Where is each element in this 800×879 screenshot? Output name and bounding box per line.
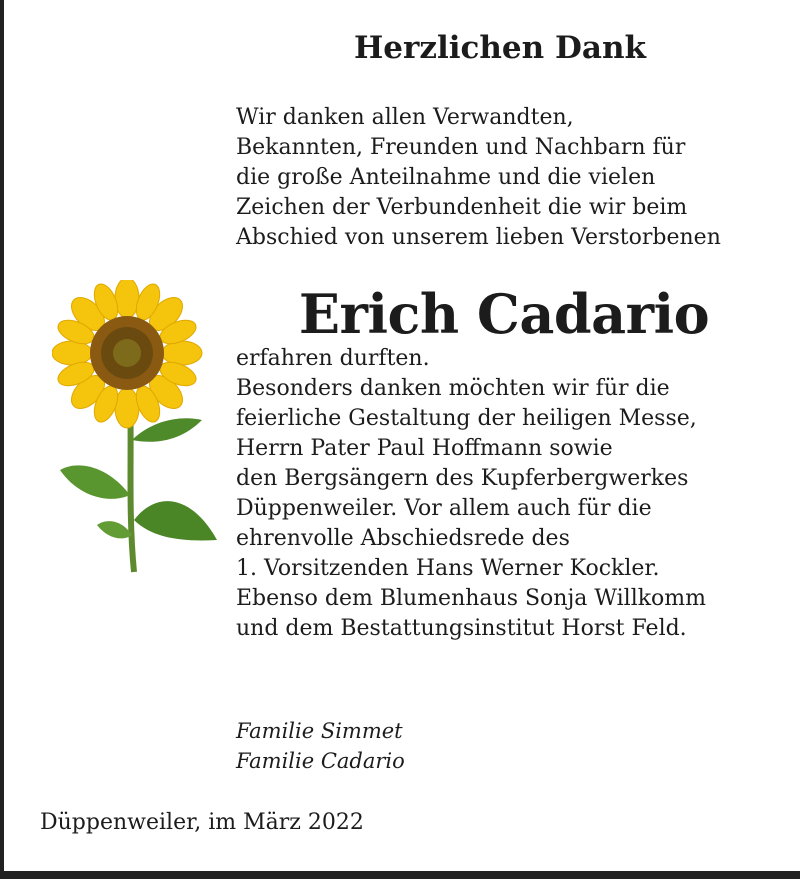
signature-line: Familie Simmet	[236, 719, 403, 743]
body-text	[236, 344, 706, 644]
intro-text	[236, 103, 721, 253]
text-line: Ebenso dem Blumenhaus Sonja Willkomm	[236, 586, 707, 611]
text-line: ehrenvolle Abschiedsrede des	[236, 526, 570, 551]
heading: Herzlichen Dank	[354, 30, 646, 66]
place-date: Düppenweiler, im März 2022	[40, 810, 364, 835]
text-line: 1. Vorsitzenden Hans Werner Kockler.	[236, 556, 660, 581]
text-line: erfahren durften.	[236, 346, 430, 371]
deceased-name: Erich Cadario	[298, 282, 710, 346]
signature-line: Familie Cadario	[236, 749, 405, 773]
text-line: feierliche Gestaltung der heiligen Messe,	[236, 406, 697, 431]
text-line: Zeichen der Verbundenheit die wir beim	[236, 195, 688, 220]
text-line: Herrn Pater Paul Hoffmann sowie	[236, 436, 613, 461]
text-line: den Bergsängern des Kupferbergwerkes	[236, 466, 689, 491]
text-line: Düppenweiler. Vor allem auch für die	[236, 496, 652, 521]
signatures	[236, 716, 405, 776]
text-line: und dem Bestattungsinstitut Horst Feld.	[236, 616, 687, 641]
text-line: Besonders danken möchten wir für die	[236, 376, 670, 401]
text-line: Abschied von unserem lieben Verstorbenen	[236, 225, 721, 250]
sunflower-icon	[52, 280, 222, 575]
text-line: die große Anteilnahme und die vielen	[236, 165, 656, 190]
text-line: Wir danken allen Verwandten,	[236, 105, 574, 130]
text-line: Bekannten, Freunden und Nachbarn für	[236, 135, 686, 160]
